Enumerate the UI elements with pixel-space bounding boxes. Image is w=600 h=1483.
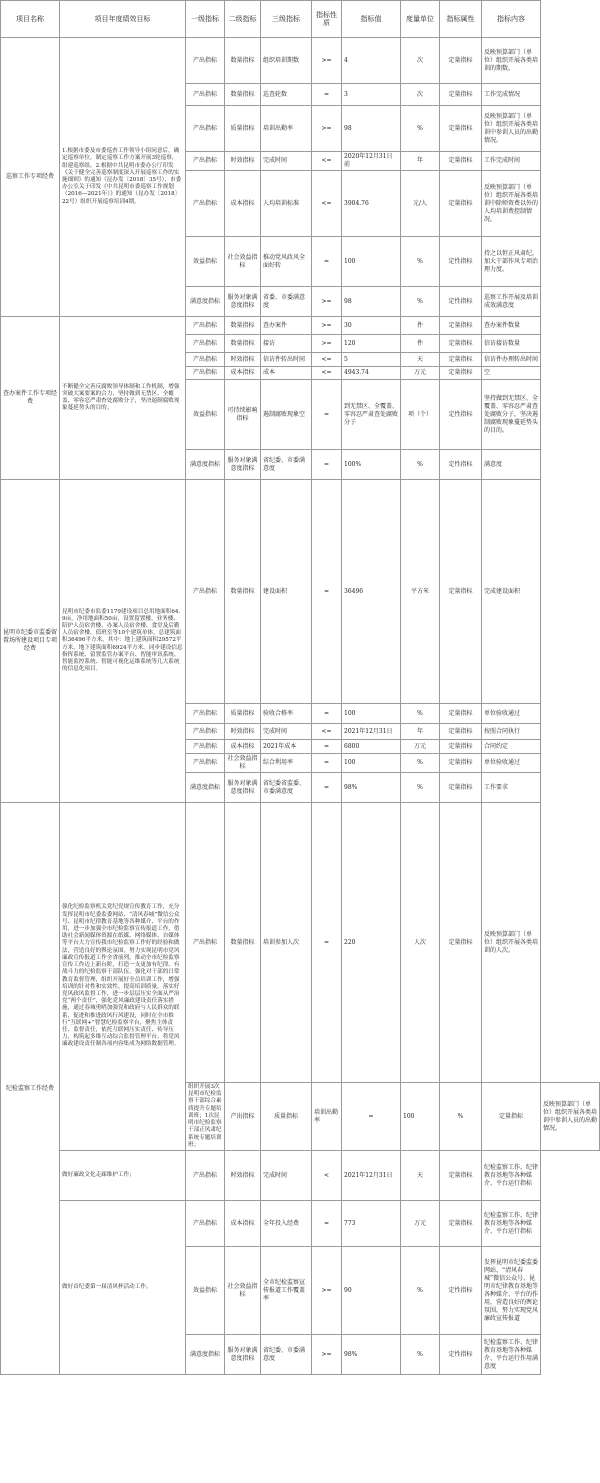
header-level1: 一级指标 <box>186 1 225 38</box>
attribute-cell: 定量指标 <box>440 1151 482 1201</box>
level3-cell: 培训出勤率 <box>312 1083 342 1151</box>
value-cell: 98% <box>342 1335 401 1375</box>
level1-cell: 产出指标 <box>186 84 225 106</box>
nature-cell: >= <box>312 1247 342 1335</box>
value-cell: 220 <box>342 803 401 1083</box>
nature-cell: <= <box>312 724 342 740</box>
attribute-cell: 定性指标 <box>440 237 482 287</box>
content-cell: 纪检监察工作、纪律教育基地等各种媒介、平台运行指标 <box>482 1201 541 1247</box>
value-cell: 30 <box>342 317 401 335</box>
attribute-cell: 定量指标 <box>440 335 482 353</box>
level2-cell: 数量指标 <box>225 38 261 84</box>
value-cell: 4943.74 <box>342 367 401 380</box>
value-cell: 5 <box>342 353 401 367</box>
nature-cell: = <box>312 450 342 480</box>
unit-cell: % <box>401 773 440 803</box>
content-cell: 满意度 <box>482 450 541 480</box>
annual-goal-cell: 做好廉政文化走廊维护工作； <box>60 1151 186 1201</box>
level3-cell: 人均培训标准 <box>261 171 312 237</box>
unit-cell: 项（个） <box>401 380 440 450</box>
content-cell: 完成建设面积 <box>482 480 541 704</box>
nature-cell: <= <box>312 353 342 367</box>
level1-cell: 产出指标 <box>186 1151 225 1201</box>
level2-cell: 成本指标 <box>225 1201 261 1247</box>
table-row <box>1 1151 600 1201</box>
unit-cell: 万元 <box>401 367 440 380</box>
level2-cell: 质量指标 <box>225 106 261 152</box>
level3-cell: 验收合格率 <box>261 704 312 724</box>
unit-cell: % <box>401 704 440 724</box>
unit-cell: 万元 <box>401 1201 440 1247</box>
level3-cell: 培训参加人次 <box>261 803 312 1083</box>
attribute-cell: 定性指标 <box>440 1335 482 1375</box>
level2-cell: 社会效益指标 <box>225 1247 261 1335</box>
header-nature: 指标性质 <box>312 1 342 38</box>
header-row <box>1 1 600 38</box>
level3-cell: 省纪委、市委满意度 <box>261 1335 312 1375</box>
content-cell: 持之以恒正风肃纪，加大干部作风专项治理力度。 <box>482 237 541 287</box>
nature-cell: >= <box>312 287 342 317</box>
value-cell: 到无禁区、全覆盖、零容忍严肃查处腐败分子 <box>342 380 401 450</box>
level3-cell: 完成时间 <box>261 1151 312 1201</box>
annual-goal-cell: 强化纪检监察机关党纪党规宣传教育工作，充分发挥昆明市纪委监委网站、“清风春城”微信公众号、昆明市纪律教育基地等各种媒介、平台的作用，进一步加强全市纪检监察宣传报道工作，借助社会新闻媒体资源在纸媒、网络媒体、自媒体等平台大力宣传我市纪检监察工作好的经验和做法，营造良好的舆论氛围，努力实现昆明市党风廉政宣传报道工作全省前列，推动全市纪检监察宣传工作迈上新台阶，打造一支更加有纪律、有战斗力的纪检监察干部队伍。强化对干部的日常教育监督管理，组织开展好全员培训工作，增强培训的针对性和实效性，提高培训质量，落实好党风政风监督工作，进一步层层压实全面从严治党“两个责任”，强化党风廉政建设责任落实措施，通过春城勇哨加强党和政府与人民群众的联系，促进和推进政风行风建设，同时在全市推行“互联网+”智慧纪检监察平台，聚焦主体责任、监督责任，依托互联网压实责任、传导压力，构筑起多维互动综合监督管理平台，将党风廉政建设责任制各项内容集成为网络数据管理。 <box>60 803 186 1151</box>
annual-goal-cell: 组织开展3次昆明市纪检监察干部综合素质提升专题培训班；1次昆明市纪检监察干部正风肃纪系统专题培训班； <box>186 1083 225 1151</box>
unit-cell: 年 <box>401 724 440 740</box>
level1-cell: 产出指标 <box>186 704 225 724</box>
level2-cell: 数量指标 <box>225 335 261 353</box>
content-cell: 按照合同执行 <box>482 724 541 740</box>
level3-cell: 培训出勤率 <box>261 106 312 152</box>
unit-cell: % <box>401 754 440 773</box>
level1-cell: 效益指标 <box>186 1247 225 1335</box>
content-cell: 工作要求 <box>482 773 541 803</box>
level1-cell: 产出指标 <box>186 171 225 237</box>
level3-cell: 建设面积 <box>261 480 312 704</box>
unit-cell: % <box>401 106 440 152</box>
level1-cell: 效益指标 <box>186 237 225 287</box>
nature-cell: = <box>312 740 342 754</box>
unit-cell: % <box>401 450 440 480</box>
level2-cell: 数量指标 <box>225 480 261 704</box>
value-cell: 2021年12月31日 <box>342 1151 401 1201</box>
level3-cell: 推动党风政风全面好转 <box>261 237 312 287</box>
annual-goal-cell: 昆明市纪委市监委1179建设项目总用地面积64.9亩，净用地面积50亩，设置留置楼、业务楼、陪护人员宿舍楼、办案人员宿舍楼、食堂及后勤人员宿舍楼、值班室等10个建筑单体，总建筑面积36496平方米，其中：地上建筑面积29572平方米，地下建筑面积6924平方米。同步建设信息指挥系统、留置监管办案平台、智能审讯系统、智能监控系统、智能可视化运维系统等几大系统的信息化项目。 <box>60 480 186 803</box>
attribute-cell: 定量指标 <box>440 803 482 1083</box>
level3-cell: 遏制腐败现象空 <box>261 380 312 450</box>
content-cell: 发挥昆明市纪委监委网站、“清风春城”微信公众号、昆明市纪律教育基地等各种媒介、平台的作用，营造良好的舆论氛围，努力实现党风廉政宣传报道 <box>482 1247 541 1335</box>
level2-cell: 成本指标 <box>225 171 261 237</box>
content-cell: 信访接访数量 <box>482 335 541 353</box>
attribute-cell: 定量指标 <box>440 740 482 754</box>
nature-cell: = <box>342 1083 401 1151</box>
table-row <box>1 38 600 84</box>
unit-cell: 天 <box>401 1151 440 1201</box>
level2-cell: 服务对象满意度指标 <box>225 773 261 803</box>
unit-cell: % <box>401 287 440 317</box>
unit-cell: 年 <box>401 152 440 171</box>
nature-cell: >= <box>312 335 342 353</box>
nature-cell: < <box>312 1151 342 1201</box>
header-value: 指标值 <box>342 1 401 38</box>
value-cell: 98 <box>342 287 401 317</box>
nature-cell: = <box>312 773 342 803</box>
unit-cell: 件 <box>401 317 440 335</box>
level1-cell: 效益指标 <box>186 380 225 450</box>
unit-cell: 万元 <box>401 740 440 754</box>
level2-cell: 服务对象满意度指标 <box>225 287 261 317</box>
content-cell: 合同约定 <box>482 740 541 754</box>
level2-cell: 数量指标 <box>225 803 261 1083</box>
attribute-cell: 定性指标 <box>440 450 482 480</box>
unit-cell: 平方米 <box>401 480 440 704</box>
level1-cell: 产出指标 <box>186 335 225 353</box>
level1-cell: 满意度指标 <box>186 773 225 803</box>
content-cell: 查办案件数量 <box>482 317 541 335</box>
value-cell: 100 <box>342 704 401 724</box>
header-annual-goal: 项目年度绩效目标 <box>60 1 186 38</box>
content-cell: 工作完成时间 <box>482 152 541 171</box>
nature-cell: <= <box>312 152 342 171</box>
level2-cell: 成本指标 <box>225 740 261 754</box>
attribute-cell: 定量指标 <box>440 773 482 803</box>
level2-cell: 时效指标 <box>225 724 261 740</box>
attribute-cell: 定量指标 <box>440 724 482 740</box>
attribute-cell: 定量指标 <box>440 317 482 335</box>
level1-cell: 产出指标 <box>186 740 225 754</box>
header-attribute: 指标属性 <box>440 1 482 38</box>
level3-cell: 信访件转出时间 <box>261 353 312 367</box>
nature-cell: = <box>312 84 342 106</box>
level1-cell: 产出指标 <box>225 1083 261 1151</box>
header-unit: 度量单位 <box>401 1 440 38</box>
attribute-cell: 定量指标 <box>440 171 482 237</box>
value-cell: 3 <box>342 84 401 106</box>
nature-cell: = <box>312 237 342 287</box>
annual-goal-cell: 做好首纪委第一届清风杯活动工作。 <box>60 1201 186 1375</box>
level3-cell: 综合利用率 <box>261 754 312 773</box>
level1-cell: 满意度指标 <box>186 287 225 317</box>
content-cell: 空 <box>482 367 541 380</box>
annual-goal-cell: 不断健全完善反腐败领导体制和工作机制，增强突破大案要案的合力，坚持做到无禁区、全覆盖、零容忍严肃查处腐败分子，坚决遏制腐败现象蔓延势头的目的。 <box>60 317 186 480</box>
header-project-name: 项目名称 <box>1 1 60 38</box>
unit-cell: % <box>401 237 440 287</box>
content-cell: 纪检监察工作、纪律教育基地等各种媒介、平台运行指标 <box>482 1151 541 1201</box>
unit-cell: 次 <box>401 38 440 84</box>
unit-cell: 件 <box>401 335 440 353</box>
attribute-cell: 定量指标 <box>440 1201 482 1247</box>
value-cell: 100 <box>342 237 401 287</box>
level3-cell: 2021年成本 <box>261 740 312 754</box>
unit-cell: 天 <box>401 353 440 367</box>
value-cell: 90 <box>342 1247 401 1335</box>
level2-cell: 服务对象满意度指标 <box>225 1335 261 1375</box>
content-cell: 信访件办理转出时间 <box>482 353 541 367</box>
level3-cell: 巡查轮数 <box>261 84 312 106</box>
value-cell: 98% <box>342 773 401 803</box>
value-cell: 2020年12月31日前 <box>342 152 401 171</box>
level3-cell: 省纪委省监委、市委满意度 <box>261 773 312 803</box>
level1-cell: 满意度指标 <box>186 450 225 480</box>
level3-cell: 完成时间 <box>261 152 312 171</box>
content-cell: 纪检监察工作、纪律教育基地等各种媒介、平台运行作用满意度 <box>482 1335 541 1375</box>
level1-cell: 产出指标 <box>186 317 225 335</box>
level2-cell: 服务对象满意度指标 <box>225 450 261 480</box>
value-cell: 100 <box>342 754 401 773</box>
value-cell: 36496 <box>342 480 401 704</box>
content-cell: 巡察工作开展及培训成效满意度 <box>482 287 541 317</box>
table-row <box>1 480 600 704</box>
level1-cell: 满意度指标 <box>186 1335 225 1375</box>
nature-cell: >= <box>312 1335 342 1375</box>
level2-cell: 数量指标 <box>225 84 261 106</box>
project-name-cell: 昆明市纪委市监委留置场所建设项目专项经费 <box>1 480 60 803</box>
value-cell: 98 <box>342 106 401 152</box>
nature-cell: = <box>312 1201 342 1247</box>
value-cell: 100 <box>401 1083 440 1151</box>
nature-cell: = <box>312 803 342 1083</box>
level1-cell: 产出指标 <box>186 38 225 84</box>
project-name-cell: 查办案件工作专项经费 <box>1 317 60 480</box>
level2-cell: 数量指标 <box>225 317 261 335</box>
table-row <box>1 803 600 1083</box>
unit-cell: 人次 <box>401 803 440 1083</box>
value-cell: 100% <box>342 450 401 480</box>
level3-cell: 组织培训期数 <box>261 38 312 84</box>
header-level2: 二级指标 <box>225 1 261 38</box>
attribute-cell: 定量指标 <box>482 1083 541 1151</box>
annual-goal-cell: 1.根据市委及市委巡查工作领导小组同意后，确定巡察单位，制定巡察工作方案开展3轮巡察，组建巡察组。2.根据中共昆明市委办公厅印发《关于健全完善巡察制度深入开展巡察工作的实施细则》的通知（昆办发〔2018〕35号），市委办公室关于印发《中共昆明市委巡察工作规划（2016—2021年）》的通知（昆办发〔2018〕22号）组织开展巡察培训4期。 <box>60 38 186 317</box>
content-cell: 工作完成情况 <box>482 84 541 106</box>
attribute-cell: 定量指标 <box>440 152 482 171</box>
nature-cell: <= <box>312 367 342 380</box>
nature-cell: = <box>312 754 342 773</box>
unit-cell: % <box>440 1083 482 1151</box>
level1-cell: 产出指标 <box>186 353 225 367</box>
level3-cell: 全年投入经费 <box>261 1201 312 1247</box>
level3-cell: 省委、市委满意度 <box>261 287 312 317</box>
nature-cell: = <box>312 704 342 724</box>
content-cell: 反映预算部门（单位）组织开展各类培训中参训人员的出勤情况。 <box>482 106 541 152</box>
nature-cell: >= <box>312 106 342 152</box>
project-name-cell: 纪检监察工作经费 <box>1 803 60 1375</box>
level3-cell: 接访 <box>261 335 312 353</box>
attribute-cell: 定量指标 <box>440 353 482 367</box>
attribute-cell: 定量指标 <box>440 106 482 152</box>
level2-cell: 时效指标 <box>225 1151 261 1201</box>
content-cell: 反映预算部门（单位）组织开展各类培训的人次。 <box>482 803 541 1083</box>
value-cell: 4 <box>342 38 401 84</box>
level1-cell: 产出指标 <box>186 367 225 380</box>
content-cell: 反映预算部门（单位）组织开展各类培训中参训人员的出勤情况。 <box>541 1083 600 1151</box>
attribute-cell: 定量指标 <box>440 84 482 106</box>
level2-cell: 质量指标 <box>225 704 261 724</box>
level3-cell: 查办案件 <box>261 317 312 335</box>
attribute-cell: 定性指标 <box>440 380 482 450</box>
level1-cell: 产出指标 <box>186 152 225 171</box>
level1-cell: 产出指标 <box>186 1201 225 1247</box>
content-cell: 单位验收通过 <box>482 754 541 773</box>
attribute-cell: 定量指标 <box>440 754 482 773</box>
level2-cell: 成本指标 <box>225 367 261 380</box>
unit-cell: 次 <box>401 84 440 106</box>
table-row <box>1 1201 600 1247</box>
level1-cell: 产出指标 <box>186 803 225 1083</box>
level3-cell: 省纪委、市委满意度 <box>261 450 312 480</box>
content-cell: 反映预算部门（单位）组织开展各类培训的期数。 <box>482 38 541 84</box>
nature-cell: >= <box>312 317 342 335</box>
level1-cell: 产出指标 <box>186 480 225 704</box>
unit-cell: % <box>401 1335 440 1375</box>
nature-cell: <= <box>312 171 342 237</box>
content-cell: 坚持做到无禁区、全覆盖、零容忍严肃查处腐败分子，坚决遏制腐败现象蔓延势头的目的。 <box>482 380 541 450</box>
level2-cell: 质量指标 <box>261 1083 312 1151</box>
content-cell: 反映预算部门（单位）组织开展各类培训中除师资费以外的人均培训费控制情况。 <box>482 171 541 237</box>
level2-cell: 可持续影响指标 <box>225 380 261 450</box>
level2-cell: 时效指标 <box>225 152 261 171</box>
header-content: 指标内容 <box>482 1 541 38</box>
unit-cell: 元/人 <box>401 171 440 237</box>
project-name-cell: 巡察工作专项经费 <box>1 38 60 317</box>
header-level3: 三级指标 <box>261 1 312 38</box>
level2-cell: 社会效益指标 <box>225 754 261 773</box>
table-body <box>1 38 600 1375</box>
nature-cell: = <box>312 380 342 450</box>
level2-cell: 时效指标 <box>225 353 261 367</box>
unit-cell: % <box>401 1247 440 1335</box>
table-row <box>1 317 600 335</box>
value-cell: 120 <box>342 335 401 353</box>
level3-cell: 成本 <box>261 367 312 380</box>
value-cell: 773 <box>342 1201 401 1247</box>
attribute-cell: 定量指标 <box>440 38 482 84</box>
value-cell: 6800 <box>342 740 401 754</box>
level1-cell: 产出指标 <box>186 106 225 152</box>
value-cell: 3904.76 <box>342 171 401 237</box>
level1-cell: 产出指标 <box>186 754 225 773</box>
attribute-cell: 定性指标 <box>440 1247 482 1335</box>
attribute-cell: 定量指标 <box>440 704 482 724</box>
level3-cell: 完成时间 <box>261 724 312 740</box>
nature-cell: >= <box>312 38 342 84</box>
attribute-cell: 定量指标 <box>440 367 482 380</box>
level1-cell: 产出指标 <box>186 724 225 740</box>
content-cell: 单位验收通过 <box>482 704 541 724</box>
attribute-cell: 定量指标 <box>440 480 482 704</box>
value-cell: 2021年12月31日 <box>342 724 401 740</box>
level3-cell: 全市纪检监察宣传报道工作覆盖率 <box>261 1247 312 1335</box>
nature-cell: = <box>312 480 342 704</box>
level2-cell: 社会效益指标 <box>225 237 261 287</box>
attribute-cell: 定性指标 <box>440 287 482 317</box>
